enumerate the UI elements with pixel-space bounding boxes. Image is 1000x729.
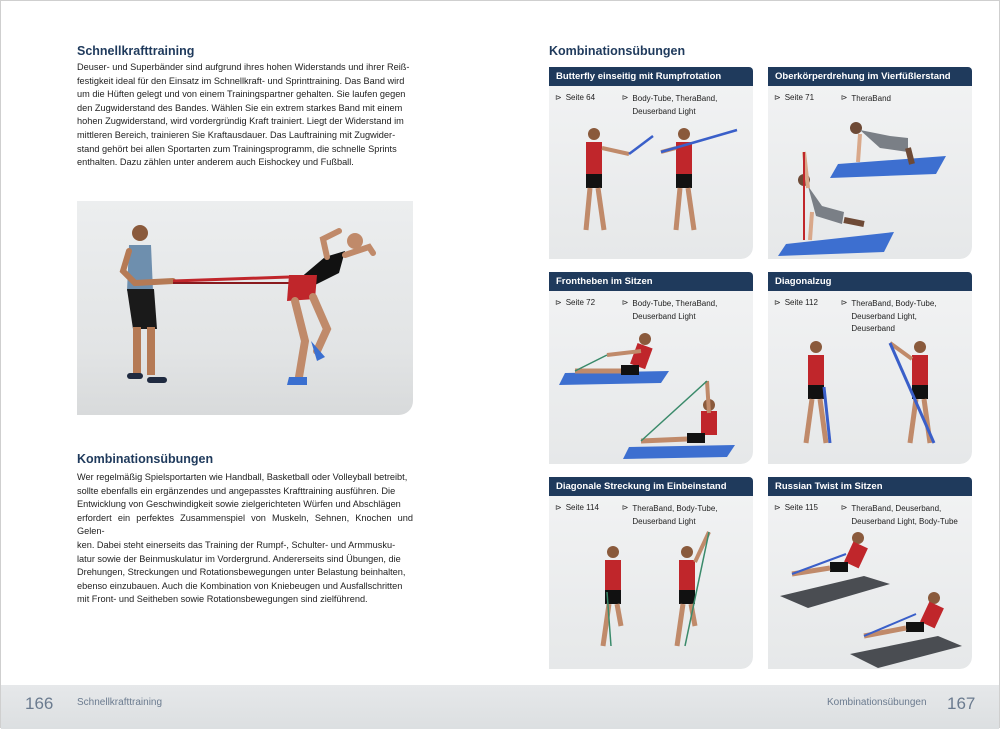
heading-kombinationsuebungen-left: Kombinationsübungen [77, 452, 214, 466]
exercise-card-diagonalzug [768, 272, 972, 464]
arrow-icon: ⊳ [840, 503, 848, 512]
sprint-resistance-photo [77, 201, 413, 415]
text-line: um die Hüften gelegt und von einem Trainingspartner gehalten. Sie laufen gegen [77, 89, 406, 100]
text-line: sollte ebenfalls ein ergänzendes und angepasstes Krafttraining ausführen. Die [77, 485, 396, 496]
paragraph-schnellkraft [77, 61, 413, 170]
text-line: mit Front- und Seitheben sowie Rotationsbewegungen sind zielführend. [77, 594, 368, 605]
arrow-icon: ⊳ [555, 503, 562, 512]
partner-figure [123, 225, 173, 383]
arrow-icon: ⊳ [774, 93, 781, 102]
page-reference: Seite 115 [784, 503, 818, 512]
card-title: Diagonalzug [768, 272, 972, 291]
text-line: ken. Dabei steht einerseits das Training der Rumpf-, Schulter- und Armmusku- [77, 539, 396, 550]
exercise-card-oberkoerperdrehung [768, 67, 972, 259]
band-line: TheraBand, Deuserband, [851, 504, 942, 513]
band-line: Deuserband Light, Deuserband [851, 311, 917, 333]
band-list [851, 93, 961, 106]
arrow-icon: ⊳ [774, 298, 781, 307]
card-title: Russian Twist im Sitzen [768, 477, 972, 496]
text-line: ebenso einzubauen. Auch die Kombination von Kniebeugen und Ausfallschritten [77, 580, 403, 591]
arrow-icon: ⊳ [621, 503, 629, 512]
arrow-icon: ⊳ [555, 93, 562, 102]
text-line: enthalten. Dazu zählen unter anderem auch Eishockey und Fußball. [77, 157, 354, 168]
card-reference [774, 93, 961, 106]
text-line: Wer regelmäßig Spielsportarten wie Handball, Basketball oder Volleyball betreibt, [77, 472, 408, 482]
arrow-icon: ⊳ [621, 298, 629, 307]
page-reference: Seite 114 [565, 503, 599, 512]
butterfly-illustration [549, 112, 753, 258]
arrow-icon: ⊳ [774, 503, 781, 512]
text-line: festigkeit ideal für den Einsatz im Schnellkraft- und Sprinttraining. Das Band wird [77, 75, 405, 86]
text-line: mittleren Bereich, trainieren Sie Kraftausdauer. Das Lauftraining mit Zugwider- [77, 129, 396, 140]
text-line: Deuser- und Superbänder sind aufgrund ihres hohen Widerstands und ihrer Reiß- [77, 62, 410, 72]
quadruped-illustration [768, 112, 972, 258]
page-reference: Seite 64 [565, 93, 596, 102]
text-line: erfordert ein perfektes Zusammenspiel von Muskeln, Sehnen, Knochen und Gelen- [77, 512, 413, 537]
heading-kombinationsuebungen-right: Kombinationsübungen [549, 44, 686, 58]
band-line: TheraBand [851, 94, 891, 103]
card-title: Diagonale Streckung im Einbeinstand [549, 477, 753, 496]
text-line: hohen Zugwiderstand, wird vordergründig Kraft trainiert. Liegt der Widerstand im [77, 116, 404, 127]
card-title: Oberkörperdrehung im Vierfüßlerstand [768, 67, 972, 86]
text-line: den Zugwiderstand des Bandes. Wählen Sie ein extrem starkes Band mit einem [77, 102, 403, 113]
text-line: latur sowie der Beinmuskulatur im Vordergrund. Andererseits sind Übungen, die [77, 553, 401, 564]
text-line: Drehungen, Streckungen und Rotationsbewegungen unter Belastung beinhalten, [77, 567, 406, 578]
exercise-card-butterfly [549, 67, 753, 259]
running-title-right: Kombinationsübungen [827, 697, 927, 708]
band-line: TheraBand, Body-Tube, [851, 299, 937, 308]
page-reference: Seite 112 [784, 298, 818, 307]
sprinter-figure [287, 231, 373, 385]
russian-twist-illustration [768, 522, 972, 668]
band-line: Deuserband Light [632, 106, 696, 116]
arrow-icon: ⊳ [840, 93, 848, 102]
arrow-icon: ⊳ [555, 298, 562, 307]
page-footer [1, 685, 999, 729]
resistance-band [173, 277, 289, 281]
exercise-card-russian-twist [768, 477, 972, 669]
band-line: TheraBand, Body-Tube, [632, 504, 718, 513]
front-raise-illustration [549, 317, 753, 463]
arrow-icon: ⊳ [621, 93, 629, 102]
sprint-illustration [77, 201, 413, 415]
running-title-left: Schnellkrafttraining [77, 697, 163, 708]
paragraph-kombination [77, 471, 413, 607]
heading-schnellkrafttraining: Schnellkrafttraining [77, 44, 195, 58]
band-line: Body-Tube, TheraBand, [632, 94, 718, 103]
exercise-card-frontheben [549, 272, 753, 464]
text-line: Entwicklung von Geschwindigkeit sowie zielgerichteten Würfen und Abschlägen [77, 499, 401, 510]
text-line: stand gehört bei allen Sportarten zum Trainingsprogramm, die schnelle Sprints [77, 143, 397, 154]
arrow-icon: ⊳ [840, 298, 848, 307]
page-reference: Seite 72 [565, 298, 596, 307]
card-title: Butterfly einseitig mit Rumpfrotation [549, 67, 753, 86]
band-line: Deuserband Light [632, 516, 696, 526]
exercise-card-diagonale-streckung [549, 477, 753, 669]
page-number-right: 167 [947, 694, 976, 713]
single-leg-stretch-illustration [549, 522, 753, 668]
page-number-left: 166 [25, 694, 54, 713]
band-line: Body-Tube, TheraBand, [632, 299, 718, 308]
page-reference: Seite 71 [784, 93, 815, 102]
band-line: Deuserband Light [632, 311, 696, 321]
diagonal-pull-illustration [768, 317, 972, 463]
band-line: Deuserband Light, Body-Tube [851, 516, 958, 526]
card-title: Frontheben im Sitzen [549, 272, 753, 291]
